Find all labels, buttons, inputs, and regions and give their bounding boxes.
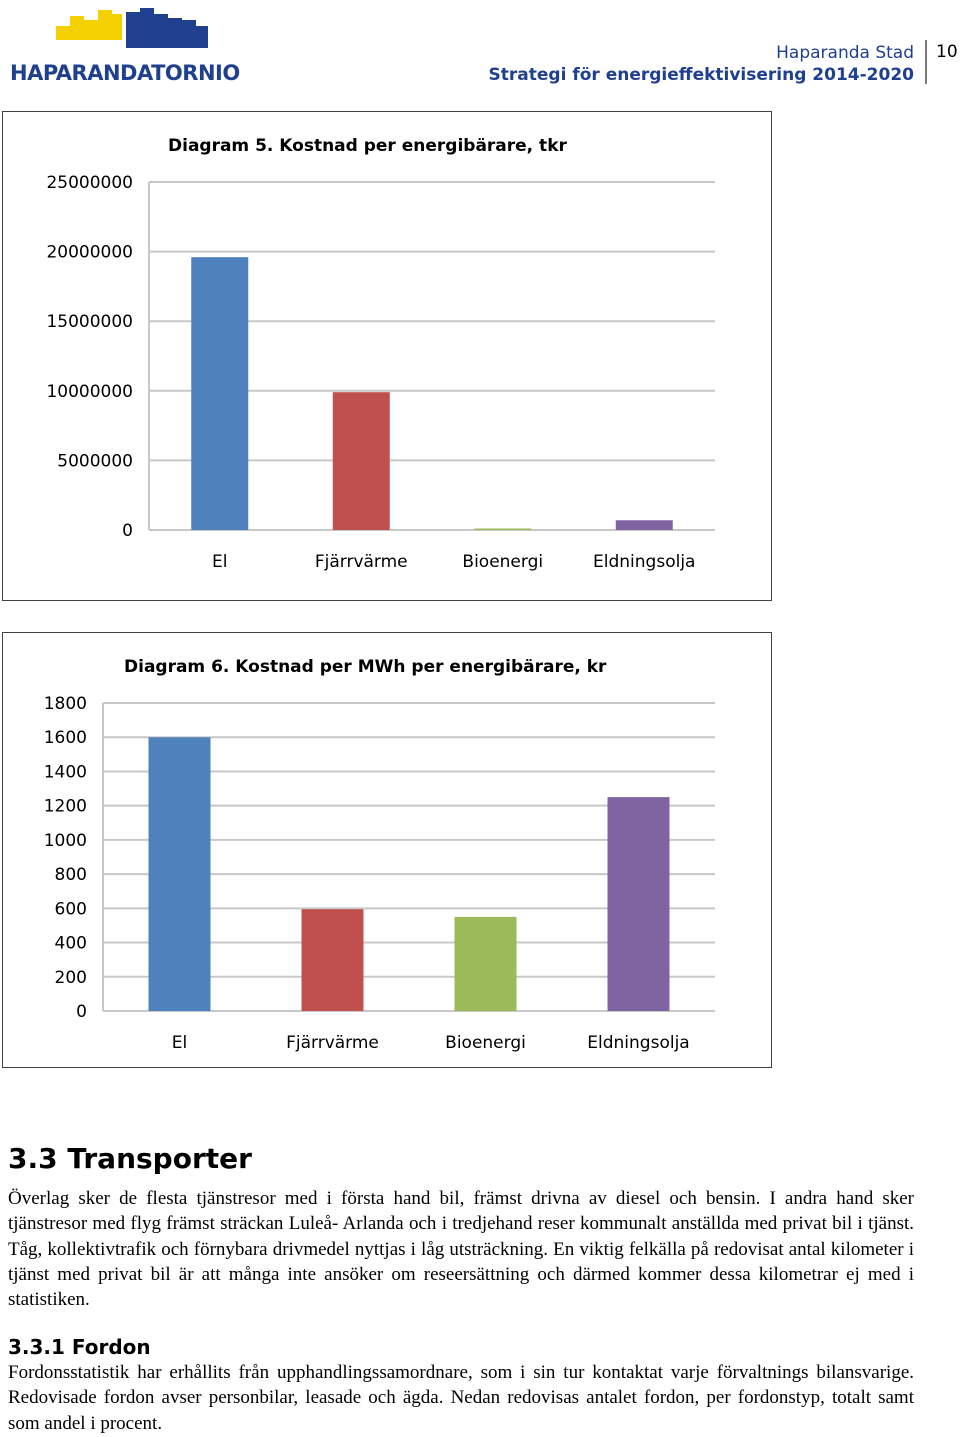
chart-6-bar-el (149, 737, 211, 1011)
chart-5-x-tick-label: Eldningsolja (593, 552, 696, 572)
chart-6-y-tick-label: 0 (76, 1002, 87, 1022)
chart-5-y-tick-label: 5000000 (57, 451, 133, 472)
chart-6-y-tick-label: 1200 (43, 796, 87, 817)
chart-6-title: Diagram 6. Kostnad per MWh per energibärare, kr (124, 657, 607, 677)
subsection-paragraph: Fordonsstatistik har erhållits från upphandlingssamordnare, som i sin tur kontaktat varje förvaltnings bilansvarige. Redovisade fordon avser personbilar, leasade och ägda. Nedan redovisas antalet fordon, per fordonstyp, totalt samt som andel i procent. (8, 1362, 914, 1434)
chart-5-x-tick-label: El (212, 552, 228, 572)
chart-6-y-tick-label: 800 (54, 865, 87, 886)
logo-text: HAPARANDATORNIO (10, 61, 240, 85)
chart-6-x-tick-label: Fjärrvärme (286, 1033, 379, 1053)
chart-5-y-tick-label: 15000000 (46, 312, 133, 333)
header-organization: Haparanda Stad (776, 43, 914, 63)
chart-6-x-tick-label: Eldningsolja (587, 1033, 690, 1053)
chart-6-y-tick-label: 200 (54, 967, 87, 988)
chart-6-bar-fjärrvärme (302, 909, 364, 1011)
chart-6-y-tick-label: 400 (54, 933, 87, 954)
chart-5-y-tick-label: 10000000 (46, 381, 133, 402)
chart-6-y-tick-label: 1400 (43, 762, 87, 783)
page-number: 10 (936, 42, 958, 62)
chart-6-y-tick-label: 1600 (43, 728, 87, 749)
chart-6-bar-eldningsolja (608, 797, 670, 1011)
subsection-heading: 3.3.1 Fordon (8, 1335, 151, 1359)
chart-6-bar-bioenergi (455, 917, 517, 1011)
section-paragraph: Överlag sker de flesta tjänstresor med i första hand bil, främst drivna av diesel och bensin. I andra hand sker tjänstresor med flyg främst sträckan Luleå- Arlanda och i tredjehand reser kommunalt anställda med privat bil i tjänst. Tåg, kollektivtrafik och förnybara drivmedel nyttjas i låg utsträckning. En viktig felkälla på redovisat antal kilometer i tjänst med privat bil är att många inte ansöker om reseersättning och därmed kommer dessa kilometrar ej med i statistiken. (8, 1188, 914, 1311)
chart-5-x-tick-label: Bioenergi (462, 552, 544, 572)
chart-6-x-tick-label: Bioenergi (445, 1033, 526, 1053)
chart-6-y-tick-label: 1800 (43, 694, 87, 714)
chart-6-x-tick-label: El (171, 1033, 188, 1053)
chart-5-y-tick-label: 20000000 (46, 242, 133, 263)
section-heading: 3.3 Transporter (8, 1142, 252, 1175)
chart-6-y-tick-label: 1000 (43, 830, 87, 851)
chart-6-y-tick-label: 600 (54, 899, 87, 920)
chart-5-x-tick-label: Fjärrvärme (314, 552, 408, 572)
chart-5-y-tick-label: 25000000 (46, 173, 133, 193)
chart-5-title: Diagram 5. Kostnad per energibärare, tkr (168, 136, 567, 156)
chart-5-y-tick-label: 0 (122, 521, 133, 541)
header-document-title: Strategi för energieffektivisering 2014-2020 (488, 65, 914, 85)
